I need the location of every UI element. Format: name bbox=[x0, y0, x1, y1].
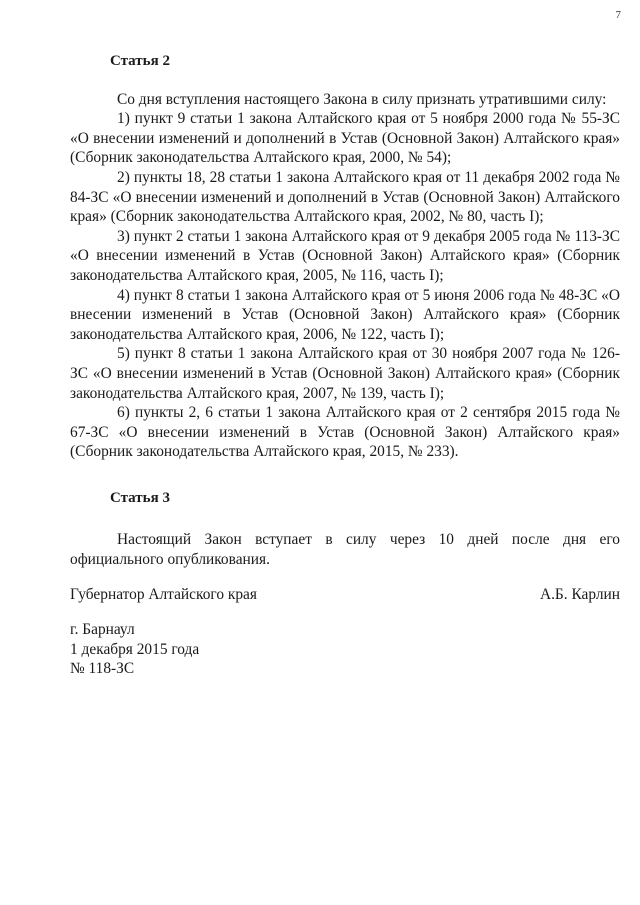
article-2-item-3: 3) пункт 2 статьи 1 закона Алтайского края от 9 декабря 2005 года № 113-ЗС «О внесении изменений в Устав (Основной Закон) Алтайского края» (Сборник законодательства Алтайского края, 2005, № 116, часть I); bbox=[70, 227, 620, 284]
article-3-heading: Статья 3 bbox=[110, 489, 170, 506]
article-2-item-1: 1) пункт 9 статьи 1 закона Алтайского края от 5 ноября 2000 года № 55-ЗС «О внесении изменений и дополнений в Устав (Основной Закон) Алтайского края» (Сборник законодательства Алтайского края, 2000, № 54); bbox=[70, 110, 620, 167]
signatory-position: Губернатор Алтайского края bbox=[70, 586, 257, 603]
page-number: 7 bbox=[615, 9, 621, 21]
footer-law-number: № 118-ЗС bbox=[70, 660, 135, 678]
signature-row bbox=[70, 586, 620, 604]
footer-block bbox=[70, 620, 199, 679]
signatory-name: А.Б. Карлин bbox=[539, 586, 620, 603]
article-2-item-4: 4) пункт 8 статьи 1 закона Алтайского края от 5 июня 2006 года № 48-ЗС «О внесении изменений в Устав (Основной Закон) Алтайского края» (Сборник законодательства Алтайского края, 2006, № 122, часть I); bbox=[70, 286, 620, 343]
footer-date: 1 декабря 2015 года bbox=[70, 640, 200, 658]
footer-city: г. Барнаул bbox=[70, 621, 135, 638]
document-body bbox=[70, 52, 620, 570]
article-2-item-5: 5) пункт 8 статьи 1 закона Алтайского края от 30 ноября 2007 года № 126-ЗС «О внесении изменений в Устав (Основной Закон) Алтайского края» (Сборник законодательства Алтайского края, 2007, № 139, часть I); bbox=[70, 345, 620, 402]
article-2-item-6: 6) пункты 2, 6 статьи 1 закона Алтайского края от 2 сентября 2015 года № 67-ЗС «О внесении изменений в Устав (Основной Закон) Алтайского края» (Сборник законодательства Алтайского края, 2015, № 233). bbox=[70, 404, 620, 461]
article-2-item-2: 2) пункты 18, 28 статьи 1 закона Алтайского края от 11 декабря 2002 года № 84-ЗС «О внесении изменений и дополнений в Устав (Основной Закон) Алтайского края» (Сборник законодательства Алтайского края, 2002, № 80, часть I); bbox=[70, 168, 620, 226]
article-2-intro: Со дня вступления настоящего Закона в силу признать утратившими силу: bbox=[117, 90, 607, 108]
article-2-heading: Статья 2 bbox=[110, 53, 170, 69]
article-3-text: Настоящий Закон вступает в силу через 10 дней после дня его официального опубликования. bbox=[70, 531, 620, 569]
